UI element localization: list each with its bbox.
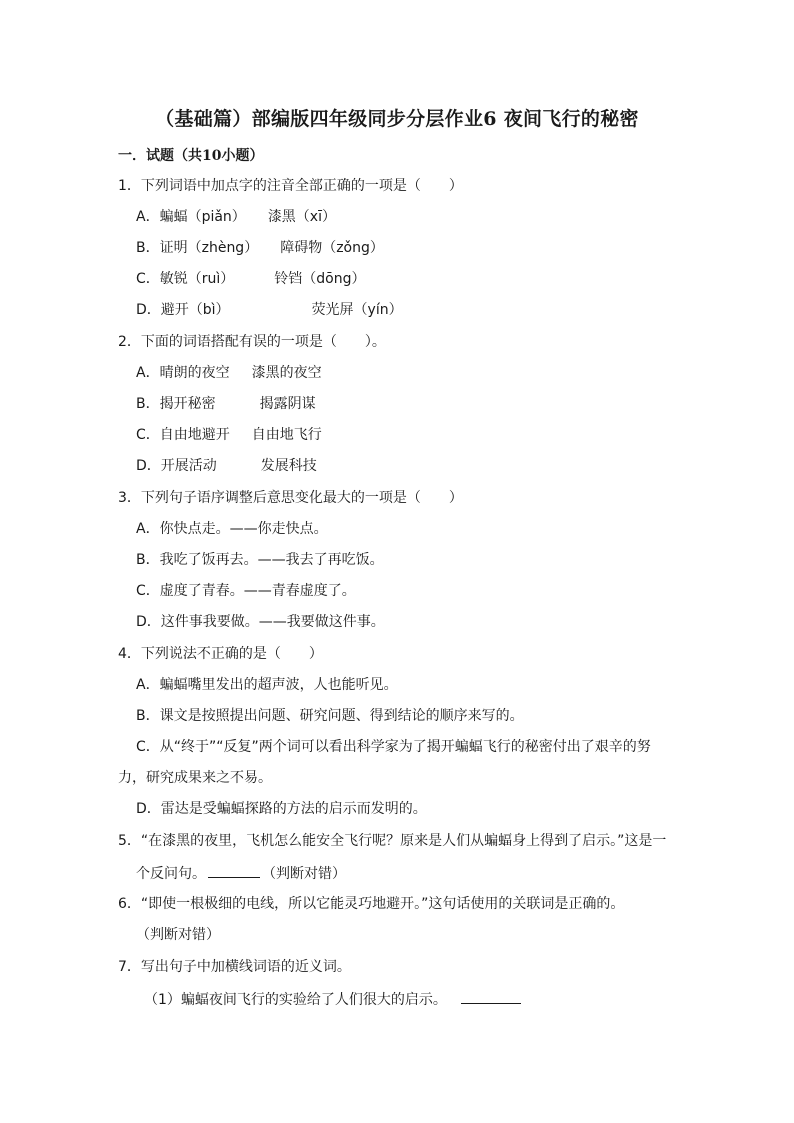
option-text: B．证明（zhèng） (136, 240, 259, 256)
option-text: B．揭开秘密 (136, 396, 216, 412)
question-2-stem: 2．下面的词语搭配有误的一项是（ ）。 (118, 334, 386, 350)
question-5-line-1: 5．“在漆黑的夜里，飞机怎么能安全飞行呢？原来是人们从蝙蝠身上得到了启示。”这是一 (118, 833, 667, 849)
answer-blank[interactable] (461, 989, 521, 1004)
option-text: 荧光屏（yín） (311, 302, 403, 318)
option-text: 发展科技 (260, 458, 317, 474)
question-1-option-b[interactable] (136, 239, 384, 257)
question-5-hint: （判断对错） (262, 866, 346, 882)
option-text: 障碍物（zǒng） (280, 240, 384, 256)
question-3-option-b[interactable]: B．我吃了饭再去。——我去了再吃饭。 (136, 552, 384, 568)
question-4-option-c-continued[interactable]: 力，研究成果来之不易。 (118, 770, 272, 786)
question-5-text: 个反问句。 (136, 866, 206, 882)
question-2-option-b[interactable] (136, 395, 316, 413)
question-2-option-d[interactable] (136, 457, 317, 475)
option-text: A．蝙蝠（piǎn） (136, 209, 246, 225)
question-6-line-2 (136, 926, 220, 944)
option-text: C．敏锐（ruì） (136, 271, 235, 287)
question-7-sub-1-text: （1）蝙蝠夜间飞行的实验给了人们很大的启示。 (144, 992, 447, 1008)
option-text: D．避开（bì） (136, 302, 230, 318)
question-3-option-d[interactable]: D．这件事我要做。——我要做这件事。 (136, 614, 385, 630)
question-1-option-a[interactable] (136, 208, 336, 226)
question-6-line-1: 6．“即使一根极细的电线，所以它能灵巧地避开。”这句话使用的关联词是正确的。 (118, 896, 625, 912)
option-text: 铃铛（dōng） (274, 271, 366, 287)
answer-blank[interactable] (208, 863, 260, 878)
question-1-stem: 1．下列词语中加点字的注音全部正确的一项是（ ） (118, 178, 463, 194)
question-4-option-d[interactable]: D．雷达是受蝙蝠探路的方法的启示而发明的。 (136, 801, 427, 817)
question-6-hint: （判断对错） (136, 927, 220, 943)
option-text: 自由地飞行 (251, 427, 322, 443)
section-heading: 一．试题（共10小题） (118, 148, 264, 164)
question-2-option-c[interactable] (136, 426, 322, 444)
question-7-stem: 7．写出句子中加横线词语的近义词。 (118, 959, 351, 975)
question-1-option-d[interactable] (136, 301, 403, 319)
question-4-option-a[interactable]: A．蝙蝠嘴里发出的超声波，人也能听见。 (136, 677, 398, 693)
question-4-stem: 4．下列说法不正确的是（ ） (118, 646, 323, 662)
option-text: D．开展活动 (136, 458, 217, 474)
question-7-sub-1 (144, 989, 523, 1009)
question-3-option-c[interactable]: C．虚度了青春。——青春虚度了。 (136, 583, 356, 599)
question-3-stem: 3．下列句子语序调整后意思变化最大的一项是（ ） (118, 490, 463, 506)
question-5-line-2 (136, 863, 346, 883)
option-text: A．晴朗的夜空 (136, 365, 230, 381)
question-4-option-b[interactable]: B．课文是按照提出问题、研究问题、得到结论的顺序来写的。 (136, 708, 524, 724)
option-text: 漆黑的夜空 (251, 365, 322, 381)
option-text: 漆黑（xī） (267, 209, 336, 225)
page-title: （基础篇）部编版四年级同步分层作业6 夜间飞行的秘密 (155, 108, 639, 130)
question-4-option-c[interactable]: C．从“终于”“反复”两个词可以看出科学家为了揭开蝙蝠飞行的秘密付出了艰辛的努 (136, 739, 651, 755)
question-2-option-a[interactable] (136, 364, 322, 382)
option-text: 揭露阴谋 (259, 396, 316, 412)
question-1-option-c[interactable] (136, 270, 366, 288)
option-text: C．自由地避开 (136, 427, 230, 443)
question-3-option-a[interactable]: A．你快点走。——你走快点。 (136, 521, 328, 537)
